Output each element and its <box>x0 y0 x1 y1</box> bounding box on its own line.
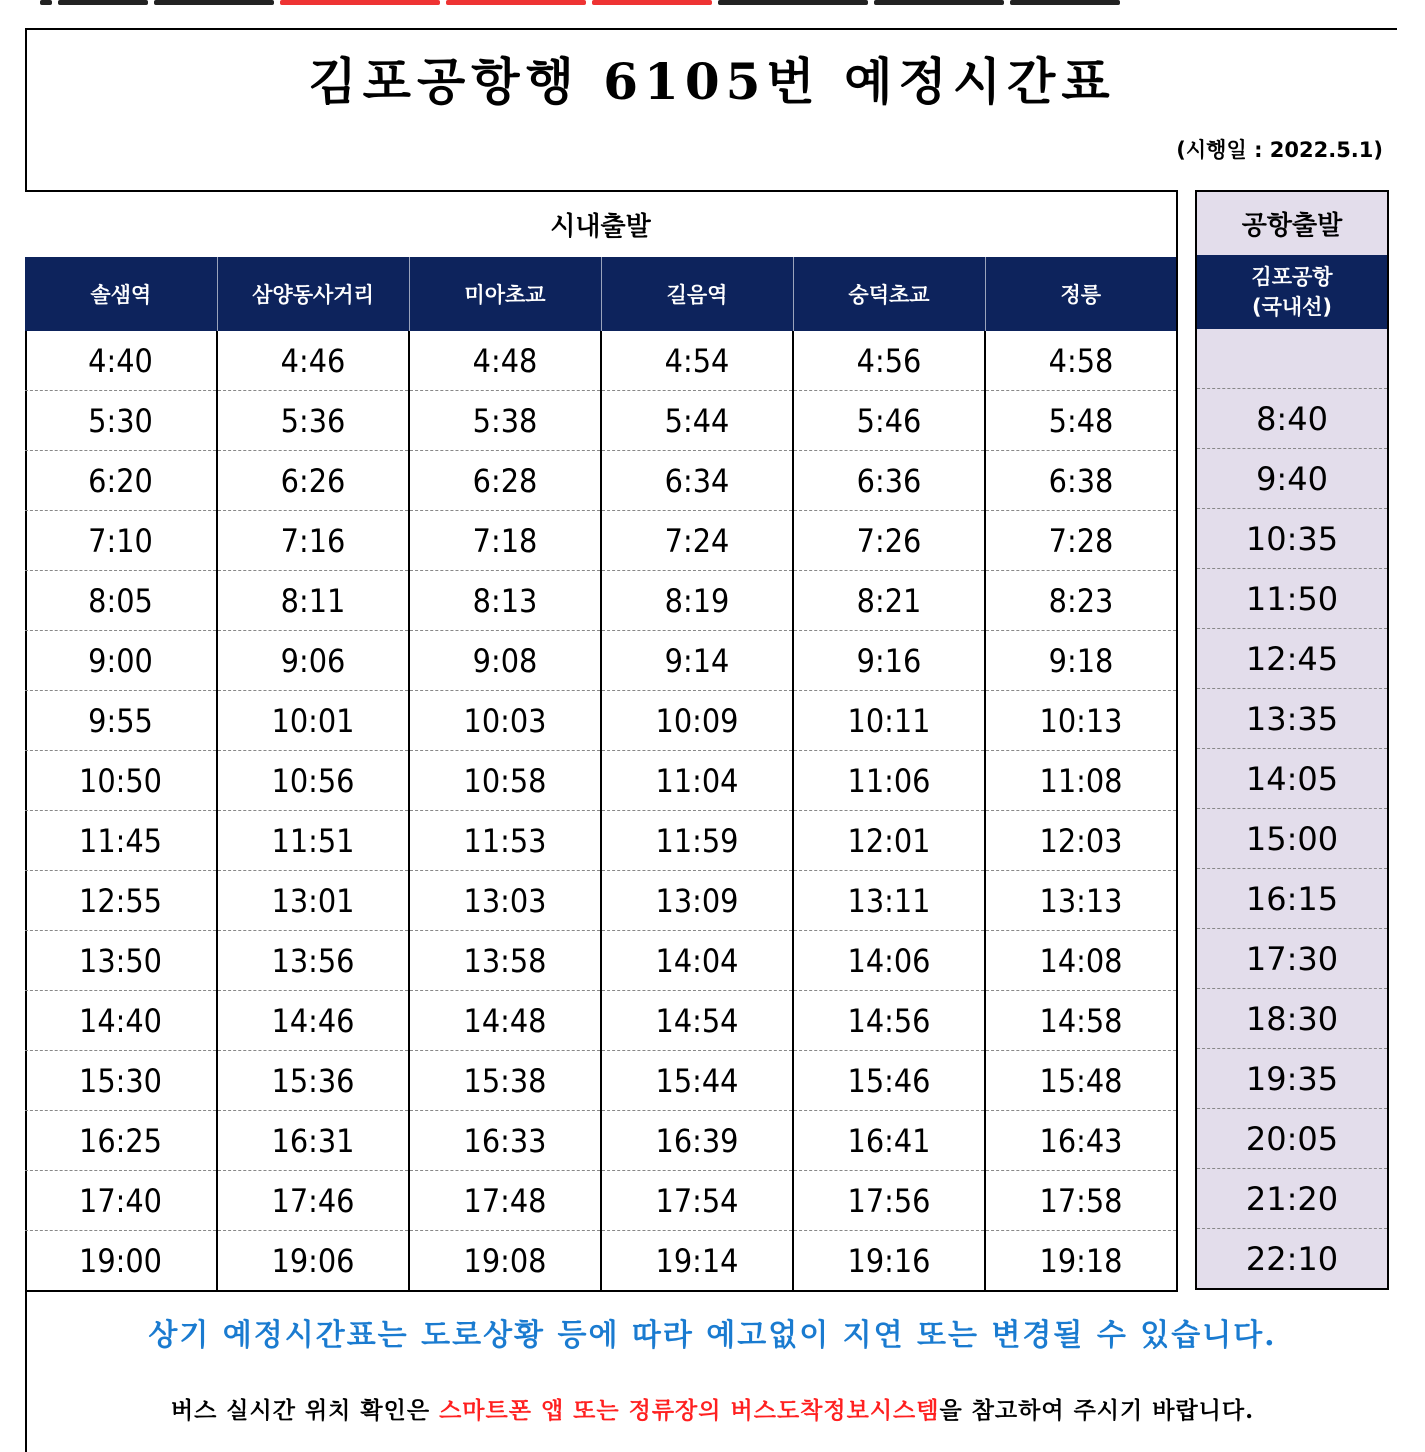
airport-departure-time: 12:45 <box>1196 629 1388 689</box>
table-row <box>25 1051 1177 1111</box>
departure-time: 7:28 <box>985 511 1177 571</box>
departure-time: 4:48 <box>409 331 601 391</box>
departure-time: 5:30 <box>25 391 217 451</box>
departure-time: 9:08 <box>409 631 601 691</box>
departure-time: 14:54 <box>601 991 793 1051</box>
departure-time: 9:06 <box>217 631 409 691</box>
stop-header: 삼양동사거리 <box>217 257 409 331</box>
departure-time: 4:40 <box>25 331 217 391</box>
table-row <box>25 811 1177 871</box>
table-row <box>25 391 1177 451</box>
departure-time: 6:20 <box>25 451 217 511</box>
airport-departure-table <box>1195 190 1389 1290</box>
airport-departure-time: 18:30 <box>1196 989 1388 1049</box>
stop-header: 길음역 <box>601 257 793 331</box>
table-row <box>1196 389 1388 449</box>
departure-time: 9:00 <box>25 631 217 691</box>
effective-date: (시행일 : 2022.5.1) <box>1176 138 1383 162</box>
departure-time: 7:16 <box>217 511 409 571</box>
departure-time: 4:54 <box>601 331 793 391</box>
table-row <box>1196 809 1388 869</box>
departure-time: 14:48 <box>409 991 601 1051</box>
airport-departure-time: 19:35 <box>1196 1049 1388 1109</box>
departure-time: 8:23 <box>985 571 1177 631</box>
airport-departure-time: 17:30 <box>1196 929 1388 989</box>
departure-time: 15:30 <box>25 1051 217 1111</box>
departure-time: 14:06 <box>793 931 985 991</box>
departure-time: 7:10 <box>25 511 217 571</box>
departure-time: 10:11 <box>793 691 985 751</box>
departure-time: 11:04 <box>601 751 793 811</box>
departure-time: 6:28 <box>409 451 601 511</box>
city-departure-header: 시내출발 <box>25 191 1177 257</box>
departure-time: 5:48 <box>985 391 1177 451</box>
departure-time: 17:56 <box>793 1171 985 1231</box>
departure-time: 6:38 <box>985 451 1177 511</box>
table-row <box>1196 869 1388 929</box>
departure-time: 8:13 <box>409 571 601 631</box>
departure-time: 17:40 <box>25 1171 217 1231</box>
departure-time: 5:46 <box>793 391 985 451</box>
departure-time: 7:24 <box>601 511 793 571</box>
departure-time: 11:51 <box>217 811 409 871</box>
table-row <box>25 1111 1177 1171</box>
departure-time: 17:58 <box>985 1171 1177 1231</box>
airport-departure-time: 20:05 <box>1196 1109 1388 1169</box>
departure-time: 8:05 <box>25 571 217 631</box>
airport-departure-time: 14:05 <box>1196 749 1388 809</box>
cropped-top-text <box>0 0 1425 8</box>
departure-time: 19:00 <box>25 1231 217 1292</box>
table-row <box>1196 1229 1388 1290</box>
departure-time: 16:39 <box>601 1111 793 1171</box>
notice-text-post: 을 참고하여 주시기 바랍니다. <box>939 1397 1255 1424</box>
stop-header: 숭덕초교 <box>793 257 985 331</box>
table-row <box>1196 1049 1388 1109</box>
airport-departure-time: 21:20 <box>1196 1169 1388 1229</box>
airport-stop-terminal: (국내선) <box>1251 295 1333 319</box>
table-row <box>1196 1109 1388 1169</box>
departure-time: 13:11 <box>793 871 985 931</box>
departure-time: 15:44 <box>601 1051 793 1111</box>
departure-time: 4:58 <box>985 331 1177 391</box>
departure-time: 4:46 <box>217 331 409 391</box>
departure-time: 7:26 <box>793 511 985 571</box>
departure-time: 14:04 <box>601 931 793 991</box>
departure-time: 16:41 <box>793 1111 985 1171</box>
table-row <box>1196 989 1388 1049</box>
stop-header: 솔샘역 <box>25 257 217 331</box>
departure-time: 12:01 <box>793 811 985 871</box>
departure-time: 6:34 <box>601 451 793 511</box>
departure-time: 10:09 <box>601 691 793 751</box>
departure-time: 9:55 <box>25 691 217 751</box>
table-row <box>25 871 1177 931</box>
departure-time: 10:01 <box>217 691 409 751</box>
departure-time: 19:18 <box>985 1231 1177 1292</box>
departure-time: 16:33 <box>409 1111 601 1171</box>
realtime-info-notice <box>0 1392 1425 1425</box>
table-row <box>1196 329 1388 389</box>
departure-time: 17:46 <box>217 1171 409 1231</box>
table-row <box>1196 749 1388 809</box>
table-row <box>1196 929 1388 989</box>
departure-time: 12:55 <box>25 871 217 931</box>
departure-time: 14:58 <box>985 991 1177 1051</box>
departure-time: 5:44 <box>601 391 793 451</box>
table-row <box>1196 689 1388 749</box>
table-row <box>1196 629 1388 689</box>
departure-time: 14:46 <box>217 991 409 1051</box>
departure-time: 11:53 <box>409 811 601 871</box>
table-row <box>25 631 1177 691</box>
departure-time: 16:31 <box>217 1111 409 1171</box>
airport-stop-name: 김포공항 <box>1251 265 1333 289</box>
departure-time: 17:54 <box>601 1171 793 1231</box>
departure-time: 13:01 <box>217 871 409 931</box>
table-row <box>1196 1169 1388 1229</box>
page-title: 김포공항행 6105번 예정시간표 <box>308 52 1116 111</box>
departure-time: 8:19 <box>601 571 793 631</box>
departure-time: 11:59 <box>601 811 793 871</box>
stop-header: 정릉 <box>985 257 1177 331</box>
departure-time: 6:26 <box>217 451 409 511</box>
departure-time: 19:06 <box>217 1231 409 1292</box>
departure-time: 13:58 <box>409 931 601 991</box>
departure-time: 13:03 <box>409 871 601 931</box>
departure-time: 9:18 <box>985 631 1177 691</box>
departure-time: 19:14 <box>601 1231 793 1292</box>
departure-time: 7:18 <box>409 511 601 571</box>
table-row <box>25 931 1177 991</box>
departure-time: 13:56 <box>217 931 409 991</box>
departure-time: 14:40 <box>25 991 217 1051</box>
departure-time: 16:43 <box>985 1111 1177 1171</box>
departure-time: 16:25 <box>25 1111 217 1171</box>
table-row <box>25 1231 1177 1292</box>
departure-time: 19:08 <box>409 1231 601 1292</box>
airport-departure-time: 16:15 <box>1196 869 1388 929</box>
notice-text-pre: 버스 실시간 위치 확인은 <box>170 1397 440 1424</box>
departure-time: 10:50 <box>25 751 217 811</box>
departure-time: 8:11 <box>217 571 409 631</box>
departure-time: 19:16 <box>793 1231 985 1292</box>
table-row <box>25 751 1177 811</box>
departure-time: 9:16 <box>793 631 985 691</box>
airport-departure-time: 9:40 <box>1196 449 1388 509</box>
departure-time: 15:48 <box>985 1051 1177 1111</box>
departure-time: 9:14 <box>601 631 793 691</box>
departure-time: 10:56 <box>217 751 409 811</box>
departure-time: 6:36 <box>793 451 985 511</box>
departure-time: 14:08 <box>985 931 1177 991</box>
airport-departure-time: 8:40 <box>1196 389 1388 449</box>
departure-time: 5:38 <box>409 391 601 451</box>
departure-time: 10:13 <box>985 691 1177 751</box>
departure-time: 11:08 <box>985 751 1177 811</box>
departure-time: 10:03 <box>409 691 601 751</box>
airport-departure-time: 10:35 <box>1196 509 1388 569</box>
departure-time: 11:06 <box>793 751 985 811</box>
departure-time: 13:50 <box>25 931 217 991</box>
departure-time: 10:58 <box>409 751 601 811</box>
table-row <box>25 1171 1177 1231</box>
airport-departure-time: 22:10 <box>1196 1229 1388 1290</box>
departure-time: 4:56 <box>793 331 985 391</box>
delay-notice: 상기 예정시간표는 도로상황 등에 따라 예고없이 지연 또는 변경될 수 있습니다. <box>148 1318 1277 1353</box>
departure-time: 15:36 <box>217 1051 409 1111</box>
departure-time: 15:46 <box>793 1051 985 1111</box>
departure-time: 14:56 <box>793 991 985 1051</box>
table-row <box>1196 449 1388 509</box>
table-row <box>25 331 1177 391</box>
table-row <box>1196 569 1388 629</box>
table-row <box>25 691 1177 751</box>
airport-departure-time <box>1196 329 1388 389</box>
city-departure-table <box>25 190 1178 1292</box>
departure-time: 13:09 <box>601 871 793 931</box>
departure-time: 8:21 <box>793 571 985 631</box>
stop-header: 미아초교 <box>409 257 601 331</box>
airport-departure-header: 공항출발 <box>1196 191 1388 255</box>
departure-time: 12:03 <box>985 811 1177 871</box>
table-row <box>25 511 1177 571</box>
departure-time: 13:13 <box>985 871 1177 931</box>
airport-stop-header <box>1196 255 1388 329</box>
table-row <box>25 451 1177 511</box>
departure-time: 5:36 <box>217 391 409 451</box>
airport-departure-time: 13:35 <box>1196 689 1388 749</box>
table-row <box>25 991 1177 1051</box>
timetable-sheet <box>25 28 1397 1452</box>
departure-time: 17:48 <box>409 1171 601 1231</box>
departure-time: 15:38 <box>409 1051 601 1111</box>
departure-time: 11:45 <box>25 811 217 871</box>
notice-text-highlight: 스마트폰 앱 또는 정류장의 버스도착정보시스템 <box>439 1397 940 1424</box>
table-row <box>25 571 1177 631</box>
table-row <box>1196 509 1388 569</box>
airport-departure-time: 15:00 <box>1196 809 1388 869</box>
airport-departure-time: 11:50 <box>1196 569 1388 629</box>
